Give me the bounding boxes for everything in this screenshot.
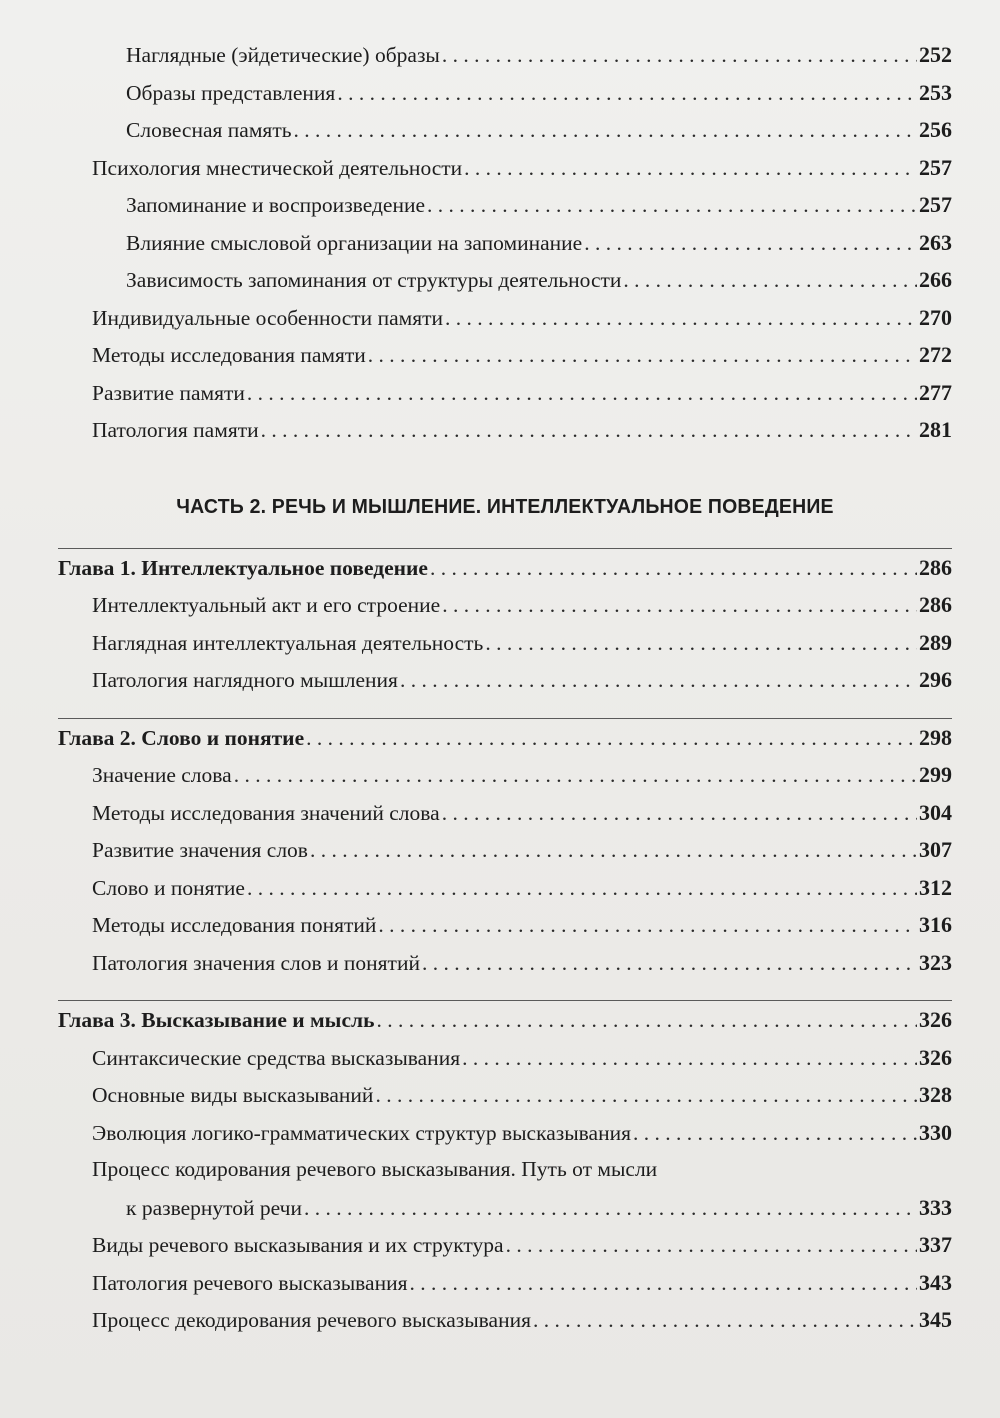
entry-continuation — [92, 1189, 952, 1227]
leader-dots — [247, 870, 917, 908]
leader-dots — [304, 1190, 917, 1228]
entry-title: Процесс декодирования речевого высказывания — [92, 1308, 531, 1332]
toc-entry[interactable] — [58, 411, 952, 449]
entry-title-line2: к развернутой речи — [126, 1195, 302, 1220]
leader-dots — [261, 412, 917, 450]
entry-title: Значение слова — [92, 763, 232, 787]
entry-title: Наглядные (эйдетические) образы — [126, 43, 440, 67]
leader-dots — [376, 1002, 917, 1040]
toc-entry[interactable] — [58, 36, 952, 74]
leader-dots — [623, 262, 917, 300]
entry-title: Методы исследования памяти — [92, 343, 366, 367]
leader-dots — [410, 1265, 918, 1303]
entry-title: Патология речевого высказывания — [92, 1270, 408, 1295]
chapter-1-items — [58, 586, 952, 699]
page-number: 323 — [919, 949, 952, 975]
toc-entry[interactable] — [58, 299, 952, 337]
toc-entry[interactable] — [58, 756, 952, 794]
toc-entry[interactable] — [58, 1301, 952, 1339]
page-number: 257 — [919, 192, 952, 217]
toc-entry[interactable] — [58, 336, 952, 374]
page-number: 345 — [919, 1307, 952, 1332]
toc-entry[interactable] — [58, 111, 952, 149]
leader-dots — [375, 1077, 917, 1115]
page-number: 252 — [919, 42, 952, 67]
page-number: 256 — [919, 117, 952, 142]
toc-entry[interactable] — [58, 624, 952, 662]
entry-title: Развитие памяти — [92, 380, 245, 405]
page-number: 326 — [919, 1044, 952, 1070]
entry-title: Методы исследования значений слова — [92, 800, 440, 825]
entry-title: Наглядная интеллектуальная деятельность — [92, 630, 484, 655]
entry-title: Патология значения слов и понятий — [92, 950, 420, 975]
toc-entry[interactable] — [58, 1226, 952, 1264]
leader-dots — [506, 1227, 917, 1265]
toc-entry[interactable] — [58, 186, 952, 224]
entry-title: Образы представления — [126, 80, 336, 105]
entry-title: Синтаксические средства высказывания — [92, 1045, 461, 1070]
table-of-contents — [58, 36, 952, 1339]
toc-entry[interactable] — [58, 794, 952, 832]
toc-entry[interactable] — [58, 831, 952, 869]
leader-dots — [462, 1040, 917, 1078]
leader-dots — [337, 75, 917, 113]
leader-dots — [422, 945, 917, 983]
toc-entry-multiline[interactable] — [58, 1151, 952, 1226]
toc-entry[interactable] — [58, 261, 952, 299]
chapter-title: Глава 3. Высказывание и мысль — [58, 1008, 375, 1032]
entry-title: Влияние смысловой организации на запоминание — [126, 230, 583, 255]
entry-title: Интеллектуальный акт и его строение — [92, 593, 441, 617]
page-number: 307 — [919, 837, 952, 862]
leader-dots — [430, 550, 917, 588]
toc-entry[interactable] — [58, 149, 952, 187]
chapter-title: Глава 2. Слово и понятие — [58, 725, 305, 750]
leader-dots — [633, 1115, 917, 1153]
entry-title: Индивидуальные особенности памяти — [92, 305, 444, 330]
toc-entry[interactable] — [58, 944, 952, 982]
leader-dots — [464, 150, 917, 188]
leader-dots — [294, 112, 917, 150]
toc-entry[interactable] — [58, 1039, 952, 1077]
chapter-3-items-continued — [58, 1226, 952, 1339]
page-number: 257 — [919, 154, 952, 180]
page-number: 286 — [919, 554, 952, 580]
spacer — [58, 699, 952, 718]
toc-entry[interactable] — [58, 586, 952, 624]
page-number: 263 — [919, 229, 952, 255]
toc-entry[interactable] — [58, 1114, 952, 1152]
page-number: 299 — [919, 762, 952, 787]
page-number: 330 — [919, 1119, 952, 1145]
leader-dots — [533, 1302, 917, 1340]
toc-entry[interactable] — [58, 869, 952, 907]
entry-title: Психология мнестической деятельности — [92, 155, 463, 180]
leader-dots — [442, 37, 917, 75]
page-number: 337 — [919, 1232, 952, 1257]
page-number: 266 — [919, 267, 952, 292]
page-number: 281 — [919, 417, 952, 442]
entry-title: Слово и понятие — [92, 875, 245, 900]
entry-title: Зависимость запоминания от структуры деятельности — [126, 268, 622, 292]
leader-dots — [442, 795, 917, 833]
toc-entry[interactable] — [58, 1264, 952, 1302]
page-number: 253 — [919, 79, 952, 105]
leader-dots — [584, 225, 917, 263]
toc-entry[interactable] — [58, 661, 952, 699]
toc-entry[interactable] — [58, 374, 952, 412]
leader-dots — [247, 375, 917, 413]
leader-dots — [310, 832, 917, 870]
entry-title: Развитие значения слов — [92, 838, 308, 862]
leader-dots — [485, 625, 917, 663]
entry-title: Патология памяти — [92, 418, 259, 442]
leader-dots — [378, 907, 917, 945]
entry-title: Словесная память — [126, 118, 292, 142]
leader-dots — [234, 757, 917, 795]
entry-title: Методы исследования понятий — [92, 913, 377, 937]
entry-title: Основные виды высказываний — [92, 1083, 374, 1107]
entry-title: Патология наглядного мышления — [92, 668, 398, 692]
chapter-2-items — [58, 756, 952, 981]
chapter-3-items — [58, 1039, 952, 1152]
page-number: 270 — [919, 304, 952, 330]
toc-entry[interactable] — [58, 906, 952, 944]
page-number: 316 — [919, 912, 952, 937]
leader-dots — [400, 662, 917, 700]
page-number: 296 — [919, 667, 952, 692]
part-heading: ЧАСТЬ 2. РЕЧЬ И МЫШЛЕНИЕ. ИНТЕЛЛЕКТУАЛЬНОЕ ПОВЕДЕНИЕ — [176, 494, 834, 518]
page-number: 326 — [919, 1007, 952, 1032]
entry-title: Запоминание и воспроизведение — [126, 193, 426, 217]
page-number: 312 — [919, 874, 952, 900]
toc-entry[interactable] — [58, 1076, 952, 1114]
leader-dots — [306, 720, 917, 758]
page-number: 277 — [919, 379, 952, 405]
page-number: 298 — [919, 724, 952, 750]
leader-dots — [445, 300, 917, 338]
entry-title: Эволюция логико-грамматических структур высказывания — [92, 1120, 631, 1145]
chapter-2-entry[interactable] — [58, 719, 952, 757]
toc-entry[interactable] — [58, 74, 952, 112]
page-number: 343 — [919, 1269, 952, 1295]
chapter-title: Глава 1. Интеллектуальное поведение — [58, 555, 428, 580]
page-number: 272 — [919, 342, 952, 367]
page-number: 328 — [919, 1082, 952, 1107]
entry-title: Виды речевого высказывания и их структура — [92, 1233, 504, 1257]
chapter-3-entry[interactable] — [58, 1001, 952, 1039]
chapter-1-entry[interactable] — [58, 549, 952, 587]
spacer — [58, 981, 952, 1000]
toc-entry[interactable] — [58, 224, 952, 262]
page-number: 286 — [919, 592, 952, 617]
leader-dots — [442, 587, 917, 625]
page-number: 304 — [919, 799, 952, 825]
page-number: 333 — [919, 1194, 952, 1220]
leader-dots — [368, 337, 917, 375]
toc-section-memory — [58, 36, 952, 449]
leader-dots — [427, 187, 917, 225]
entry-title-line1: Процесс кодирования речевого высказывания. Путь от мысли — [92, 1157, 658, 1181]
page-number: 289 — [919, 629, 952, 655]
